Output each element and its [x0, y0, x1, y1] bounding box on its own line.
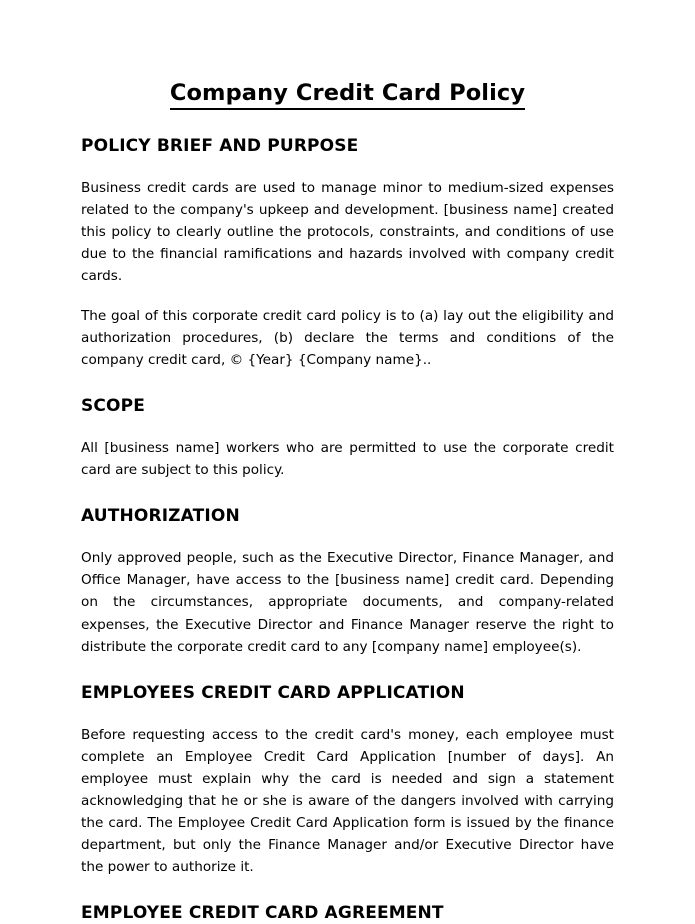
paragraph-authorization-1: Only approved people, such as the Executive Director, Finance Manager, and Office Manager, have access to the [business name] credit card. Depending on the circumstances, appropriate documents, and company-related expenses, the Executive Director and Finance Manager reserve the right to distribute the corporate credit card to any [company name] employee(s). — [81, 550, 614, 655]
paragraph-employees-application-1: Before requesting access to the credit card's money, each employee must complete an Employee Credit Card Application [number of days]. An employee must explain why the card is needed and sign a statement acknowledging that he or she is aware of the dangers involved with carrying the card. The Employee Credit Card Application form is issued by the finance department, but only the Finance Manager and/or Executive Director have the power to authorize it. — [81, 726, 614, 875]
document-body — [81, 0, 614, 924]
paragraph-policy-brief-2: The goal of this corporate credit card policy is to (a) lay out the eligibility and authorization procedures, (b) declare the terms and conditions of the company credit card, © {Year} {Company name}.. — [81, 307, 614, 368]
page-title — [81, 0, 614, 110]
section-heading-scope: SCOPE — [81, 395, 145, 416]
paragraph-policy-brief-1: Business credit cards are used to manage minor to medium-sized expenses related to the company's upkeep and development. [business name] created this policy to clearly outline the protocols, constraints, and conditions of use due to the financial ramifications and hazards involved with company credit cards. — [81, 179, 614, 284]
paragraph-scope-1: All [business name] workers who are permitted to use the corporate credit card are subject to this policy. — [81, 440, 614, 479]
section-heading-employee-credit-card-agreement: EMPLOYEE CREDIT CARD AGREEMENT — [81, 902, 444, 923]
section-heading-employees-credit-card-application: EMPLOYEES CREDIT CARD APPLICATION — [81, 682, 465, 703]
page-title-text: Company Credit Card Policy — [170, 80, 525, 110]
section-heading-authorization: AUTHORIZATION — [81, 506, 240, 527]
section-heading-policy-brief-and-purpose: POLICY BRIEF AND PURPOSE — [81, 135, 359, 156]
